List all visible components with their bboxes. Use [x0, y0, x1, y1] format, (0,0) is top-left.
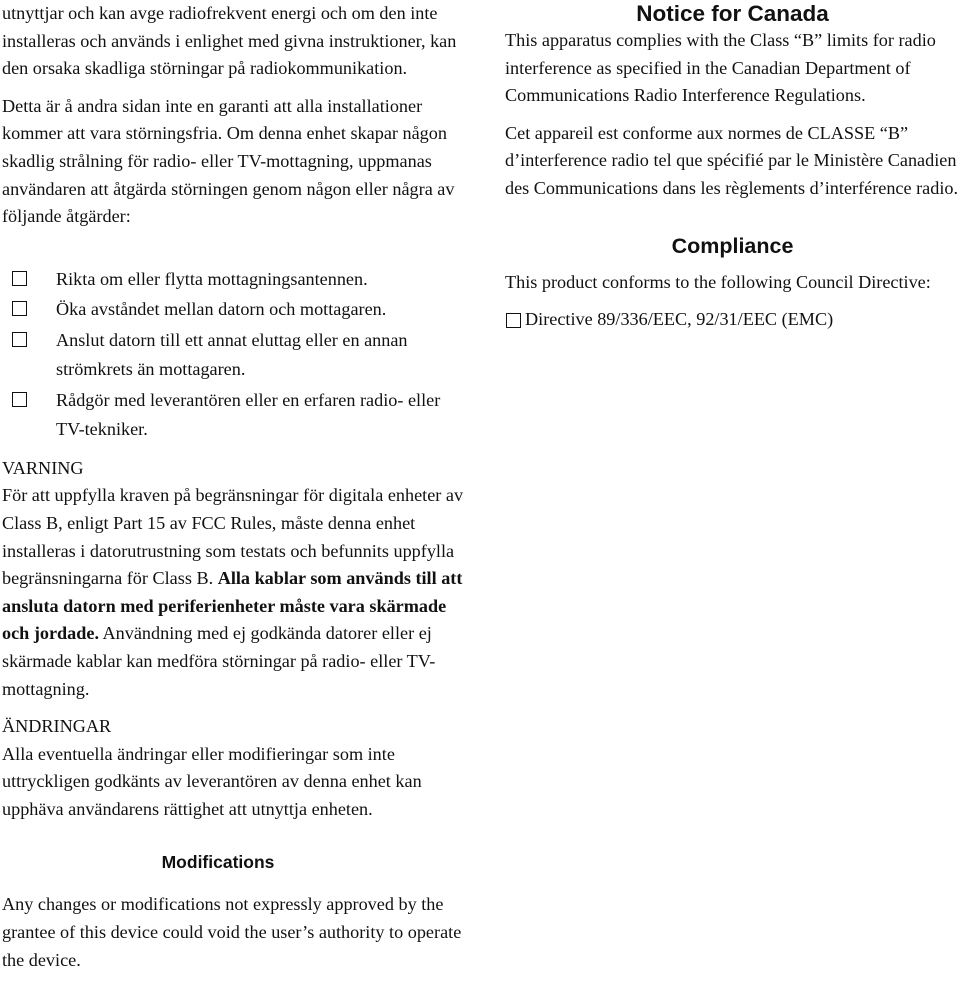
directive-text: Directive 89/336/EEC, 92/31/EEC (EMC): [525, 309, 834, 330]
measures-list: [2, 265, 464, 445]
changes-paragraph: Alla eventuella ändringar eller modifieringar som inte uttryckligen godkänts av leverantören av denna enhet kan upphäva användarens rättighet att utnyttja enheten.: [2, 743, 422, 819]
list-item: [2, 326, 464, 385]
warning-heading: VARNING: [2, 457, 84, 478]
canada-french-paragraph: Cet appareil est conforme aux normes de CLASSE “B” d’interference radio tel que spécifié par le Ministère Canadien des Communications dans les règlements d’interférence radio.: [505, 122, 959, 198]
compliance-paragraph: This product conforms to the following Council Directive:: [505, 271, 931, 292]
canada-notice-heading: Notice for Canada: [636, 1, 829, 26]
list-item-text: Rådgör med leverantören eller en erfaren radio- eller TV-tekniker.: [56, 389, 441, 440]
canada-english-paragraph: This apparatus complies with the Class “B” limits for radio interference as specified in the Canadian Department of Communications Radio Interference Regulations.: [505, 30, 936, 106]
list-item-text: Rikta om eller flytta mottagningsantennen.: [56, 268, 368, 289]
right-column: [505, 0, 960, 334]
modifications-heading: Modifications: [161, 852, 275, 873]
warning-paragraph: [2, 482, 464, 703]
warning-text-bold: Alla kablar som används till att ansluta datorn med periferienheter måste vara skärmade och jordade.: [2, 568, 463, 644]
modifications-paragraph: Any changes or modifications not expressly approved by the grantee of this device could void the user’s authority to operate the device.: [2, 894, 462, 970]
warning-text-start: För att uppfylla kraven på begränsningar för digitala enheter av Class B, enligt Part 15 av FCC Rules, måste denna enhet installeras i datorutrustning som testats och befunnits uppfylla begränsningarna för Class B.: [2, 485, 464, 589]
list-item: [2, 386, 464, 445]
checkbox-bullet-icon: [12, 392, 27, 407]
directive-item: [505, 306, 960, 334]
guarantee-paragraph: Detta är å andra sidan inte en garanti att alla installationer kommer att vara störningsfria. Om denna enhet skapar någon skadlig strålning för radio- eller TV-mottagning, uppmanas användaren att åtgärda störningen genom någon eller några av följande åtgärder:: [2, 95, 455, 227]
checkbox-bullet-icon: [506, 313, 521, 328]
checkbox-bullet-icon: [12, 301, 27, 316]
list-item-text: Öka avståndet mellan datorn och mottagaren.: [56, 299, 387, 320]
intro-paragraph: utnyttjar och kan avge radiofrekvent energi och om den inte installeras och används i enlighet med givna instruktioner, kan den orsaka skadliga störningar på radiokommunikation.: [2, 3, 457, 79]
left-column: [2, 0, 464, 974]
checkbox-bullet-icon: [12, 271, 27, 286]
compliance-heading: Compliance: [671, 233, 794, 258]
list-item-text: Anslut datorn till ett annat eluttag eller en annan strömkrets än mottagaren.: [56, 329, 408, 380]
warning-text-end: Användning med ej godkända datorer eller ej skärmade kablar kan medföra störningar på radio- eller TV-mottagning.: [2, 623, 436, 699]
changes-heading: ÄNDRINGAR: [2, 716, 112, 737]
list-item: [2, 265, 464, 295]
list-item: [2, 295, 464, 325]
checkbox-bullet-icon: [12, 332, 27, 347]
